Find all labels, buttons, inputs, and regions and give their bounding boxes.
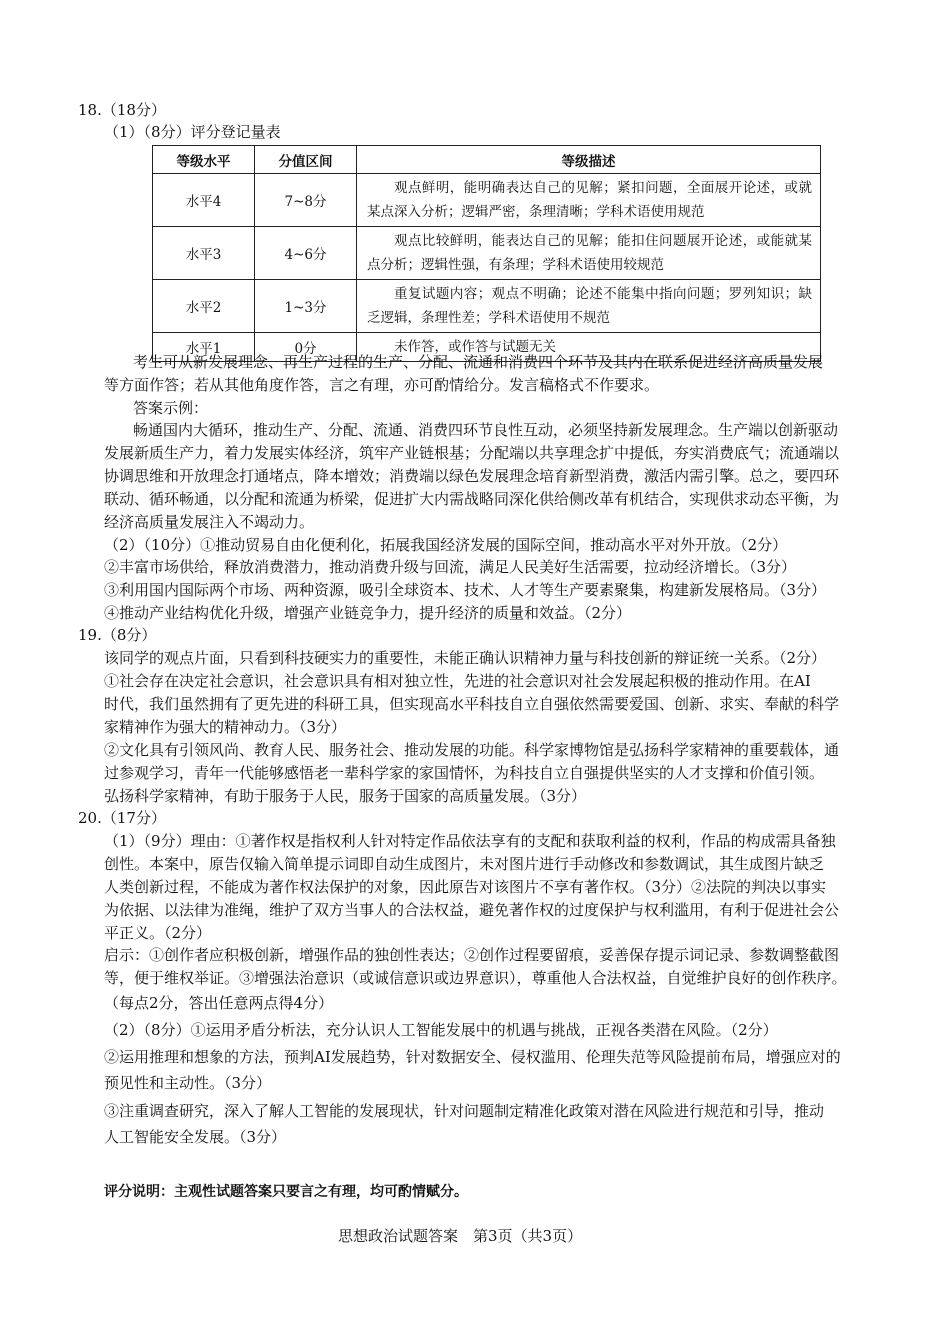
- page-footer: 思想政治试题答案 第3页（共3页）: [338, 1227, 583, 1245]
- range-cell: 0分: [255, 333, 357, 362]
- q18-example-label: 答案示例：: [133, 399, 209, 417]
- q20-part1-line: 等，便于维权举证。③增强法治意识（或诚信意识或边界意识），尊重他人合法权益，自觉维护良好的创作秩序。: [104, 969, 847, 987]
- q20-part1-line: 平正义。（2分）: [104, 924, 212, 942]
- q18-part2-line: ③利用国内国际两个市场、两种资源，吸引全球资本、技术、人才等生产要素聚集，构建新发展格局。（3分）: [104, 581, 827, 599]
- level-cell: 水平4: [153, 174, 255, 227]
- q19-line: 该同学的观点片面，只看到科技硬实力的重要性，未能正确认识精神力量与科技创新的辩证统一关系。（2分）: [104, 649, 827, 667]
- q20-part2-line: 人工智能安全发展。（3分）: [104, 1128, 287, 1146]
- grading-table: [152, 145, 821, 362]
- q20-part1-line: 创性。本案中，原告仅输入简单提示词即自动生成图片，未对图片进行手动修改和参数调试，其生成图片缺乏: [104, 855, 825, 873]
- q18-part2-line: ④推动产业结构优化升级，增强产业链竞争力，提升经济的质量和效益。（2分）: [104, 604, 632, 622]
- q20-part1-line: 为依据、以法律为准绳，维护了双方当事人的合法权益，避免著作权的过度保护与权利滥用，有利于促进社会公: [104, 901, 840, 919]
- table-row: [153, 280, 821, 333]
- q19-header: 19.（8分）: [78, 626, 157, 644]
- range-cell: 7~8分: [255, 174, 357, 227]
- q20-part1-line: （每点2分，答出任意两点得4分）: [104, 994, 334, 1012]
- q18-part2-line: ②丰富市场供给，释放消费潜力，推动消费升级与回流，满足人民美好生活需要，拉动经济增长。（3分）: [104, 558, 797, 576]
- table-row: [153, 227, 821, 280]
- q19-line: 家精神作为强大的精神动力。（3分）: [104, 718, 347, 736]
- col-header-level: 等级水平: [153, 146, 255, 174]
- desc-cell: 观点鲜明，能明确表达自己的见解；紧扣问题，全面展开论述，或就某点深入分析；逻辑严密，条理清晰；学科术语使用规范: [357, 174, 821, 227]
- q18-header: 18.（18分）: [78, 101, 166, 119]
- q20-part2-line: ③注重调查研究，深入了解人工智能的发展现状，针对问题制定精准化政策对潜在风险进行规范和引导，推动: [104, 1102, 825, 1120]
- q18-note-line: 等方面作答；若从其他角度作答，言之有理，亦可酌情给分。发言稿格式不作要求。: [104, 376, 660, 394]
- col-header-desc: 等级描述: [357, 146, 821, 174]
- q20-part1-line: 启示：①创作者应积极创新，增强作品的独创性表达；②创作过程要留痕，妥善保存提示词记录、参数调整截图: [104, 946, 840, 964]
- col-header-range: 分值区间: [255, 146, 357, 174]
- grading-note: 评分说明：主观性试题答案只要言之有理，均可酌情赋分。: [104, 1184, 468, 1200]
- q19-line: 弘扬科学家精神，有助于服务于人民，服务于国家的高质量发展。（3分）: [104, 787, 587, 805]
- level-cell: 水平2: [153, 280, 255, 333]
- q20-part2-line: （2）（8分）①运用矛盾分析法，充分认识人工智能发展中的机遇与挑战，正视各类潜在风险。（2分）: [104, 1021, 778, 1039]
- q20-part1-line: 人类创新过程，不能成为著作权法保护的对象，因此原告对该图片不享有著作权。（3分）②法院的判决以事实: [104, 878, 827, 896]
- desc-cell: 未作答，或作答与试题无关: [357, 333, 821, 362]
- desc-cell: 重复试题内容；观点不明确；论述不能集中指向问题；罗列知识；缺乏逻辑，条理性差；学科术语使用不规范: [357, 280, 821, 333]
- level-cell: 水平1: [153, 333, 255, 362]
- q18-note-line: 考生可从新发展理念、再生产过程的生产、分配、流通和消费四个环节及其内在联系促进经济高质量发展: [133, 353, 824, 371]
- grading-table-header: [153, 146, 821, 174]
- level-cell: 水平3: [153, 227, 255, 280]
- q18-part2-line: （2）（10分）①推动贸易自由化便利化，拓展我国经济发展的国际空间，推动高水平对外开放。（2分）: [104, 536, 788, 554]
- desc-cell: 观点比较鲜明，能表达自己的见解；能扣住问题展开论述，或能就某点分析；逻辑性强，有条理；学科术语使用较规范: [357, 227, 821, 280]
- q19-line: ①社会存在决定社会意识，社会意识具有相对独立性，先进的社会意识对社会发展起积极的推动作用。在AI: [104, 672, 811, 690]
- q19-line: 过参观学习，青年一代能够感悟老一辈科学家的家国情怀，为科技自立自强提供坚实的人才支撑和价值引领。: [104, 764, 825, 782]
- q20-header: 20.（17分）: [78, 809, 166, 827]
- q18-example-line: 协调思维和开放理念打通堵点，降本增效；消费端以绿色发展理念培育新型消费，激活内需引擎。总之，要四环: [104, 467, 840, 485]
- q18-example-line: 联动、循环畅通，以分配和流通为桥梁，促进扩大内需战略同深化供给侧改革有机结合，实现供求动态平衡，为: [104, 490, 840, 508]
- q18-example-line: 发展新质生产力，着力发展实体经济，筑牢产业链根基；分配端以共享理念扩中提低，夯实消费底气；流通端以: [104, 444, 840, 462]
- table-row: [153, 174, 821, 227]
- q20-part2-line: 预见性和主动性。（3分）: [104, 1074, 272, 1092]
- q18-part1-title: （1）（8分）评分登记量表: [104, 123, 281, 141]
- range-cell: 4~6分: [255, 227, 357, 280]
- q19-line: 时代，我们虽然拥有了更先进的科研工具，但实现高水平科技自立自强依然需要爱国、创新、求实、奉献的科学: [104, 695, 840, 713]
- q20-part2-line: ②运用推理和想象的方法，预判AI发展趋势，针对数据安全、侵权滥用、伦理失范等风险提前布局，增强应对的: [104, 1048, 841, 1066]
- q20-part1-line: （1）（9分）理由：①著作权是指权利人针对特定作品依法享有的支配和获取利益的权利，作品的构成需具备独: [104, 832, 836, 850]
- q19-line: ②文化具有引领风尚、教育人民、服务社会、推动发展的功能。科学家博物馆是弘扬科学家精神的重要载体，通: [104, 741, 840, 759]
- q18-example-line: 畅通国内大循环，推动生产、分配、流通、消费四环节良性互动，必须坚持新发展理念。生产端以创新驱动: [133, 421, 839, 439]
- range-cell: 1~3分: [255, 280, 357, 333]
- q18-example-line: 经济高质量发展注入不竭动力。: [104, 513, 315, 531]
